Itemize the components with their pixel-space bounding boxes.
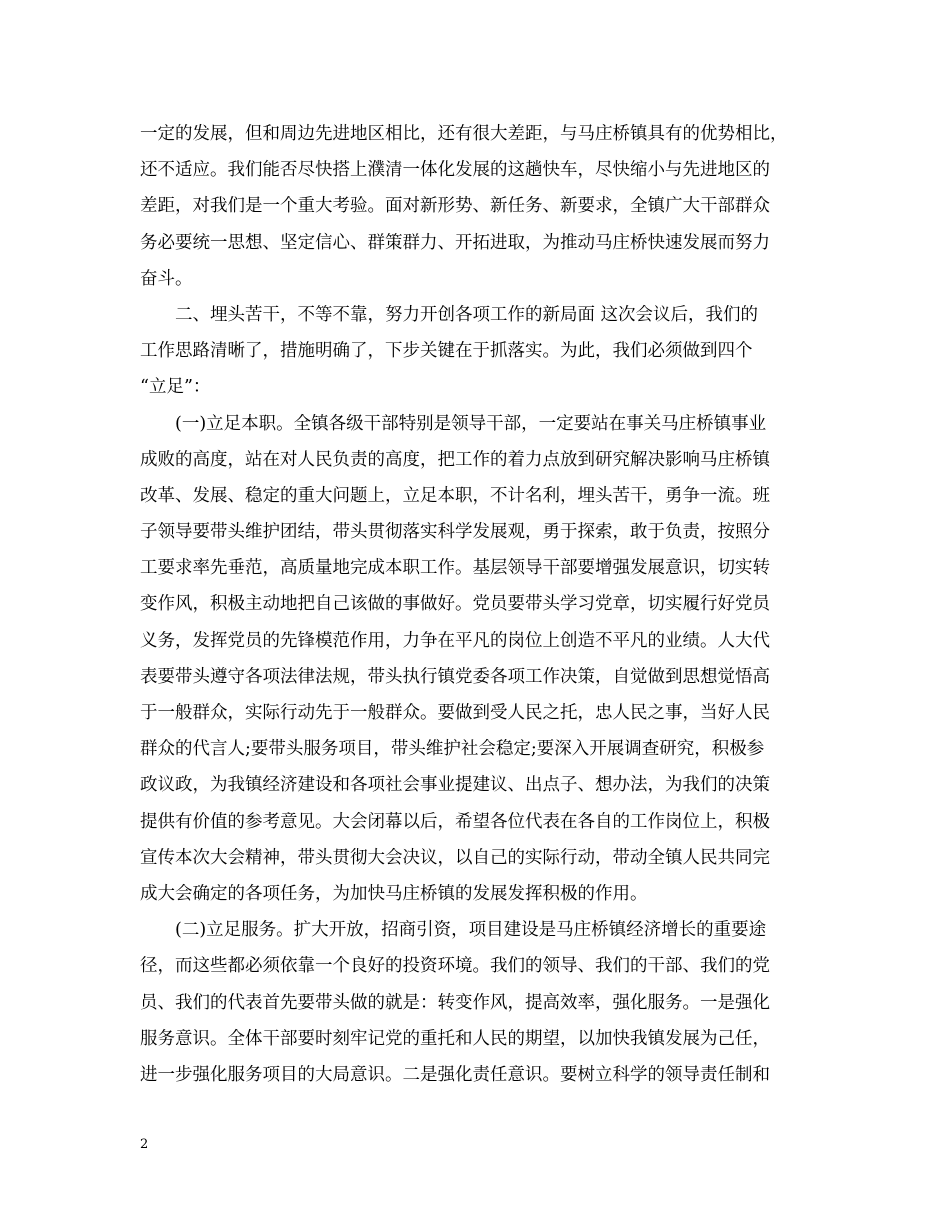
text-line: 一定的发展，但和周边先进地区相比，还有很大差距，与马庄桥镇具有的优势相比， (140, 124, 788, 144)
text-line: 变作风，积极主动地把自己该做的事做好。党员要带头学习党章，切实履行好党员 (140, 594, 770, 615)
text-line: 成败的高度，站在对人民负责的高度，把工作的着力点放到研究解决影响马庄桥镇 (140, 449, 770, 470)
page-number: 2 (140, 1137, 149, 1152)
paragraph-first-line: (二)立足服务。扩大开放，招商引资，项目建设是马庄桥镇经济增长的重要途 (175, 920, 767, 941)
text-line: 员、我们的代表首先要带头做的就是：转变作风，提高效率，强化服务。一是强化 (140, 992, 770, 1013)
paragraph-first-line: (一)立足本职。全镇各级干部特别是领导干部，一定要站在事关马庄桥镇事业 (175, 413, 767, 434)
text-line: 径，而这些都必须依靠一个良好的投资环境。我们的领导、我们的干部、我们的党 (140, 956, 770, 977)
text-line: 服务意识。全体干部要时刻牢记党的重托和人民的期望，以加快我镇发展为己任， (140, 1028, 770, 1049)
text-line: 于一般群众，实际行动先于一般群众。要做到受人民之托，忠人民之事，当好人民 (140, 703, 770, 723)
text-line: 工要求率先垂范，高质量地完成本职工作。基层领导干部要增强发展意识，切实转 (140, 558, 770, 579)
text-line: 还不适应。我们能否尽快搭上濮清一体化发展的这趟快车，尽快缩小与先进地区的 (140, 160, 770, 181)
text-line: 义务，发挥党员的先锋模范作用，力争在平凡的岗位上创造不平凡的业绩。人大代 (140, 630, 770, 651)
text-line: 差距，对我们是一个重大考验。面对新形势、新任务、新要求，全镇广大干部群众 (140, 196, 770, 217)
text-line: 改革、发展、稳定的重大问题上，立足本职，不计名利，埋头苦干，勇争一流。班 (140, 485, 770, 506)
section-heading-line: 二、埋头苦干，不等不靠，努力开创各项工作的新局面 这次会议后，我们的 (175, 304, 759, 325)
text-line: “立足”： (140, 377, 211, 398)
text-line: 务必要统一思想、坚定信心、群策群力、开拓进取，为推动马庄桥快速发展而努力 (140, 232, 770, 253)
text-line: 进一步强化服务项目的大局意识。二是强化责任意识。要树立科学的领导责任制和 (140, 1064, 770, 1085)
text-line: 提供有价值的参考意见。大会闭幕以后，希望各位代表在各自的工作岗位上，积极 (140, 811, 770, 832)
text-line: 宣传本次大会精神，带头贯彻大会决议，以自己的实际行动，带动全镇人民共同完 (140, 847, 770, 868)
text-line: 工作思路清晰了，措施明确了，下步关键在于抓落实。为此，我们必须做到四个 (140, 341, 753, 362)
text-line: 群众的代言人;要带头服务项目，带头维护社会稳定;要深入开展调查研究，积极参 (140, 739, 765, 760)
text-line: 子领导要带头维护团结，带头贯彻落实科学发展观，勇于探索，敢于负责，按照分 (140, 522, 770, 543)
text-line: 成大会确定的各项任务，为加快马庄桥镇的发展发挥积极的作用。 (140, 883, 648, 904)
text-line: 表要带头遵守各项法律法规，带头执行镇党委各项工作决策，自觉做到思想觉悟高 (140, 666, 770, 687)
text-line: 政议政，为我镇经济建设和各项社会事业提建议、出点子、想办法，为我们的决策 (140, 775, 770, 796)
body-text (140, 116, 840, 1093)
text-line: 奋斗。 (140, 268, 193, 289)
